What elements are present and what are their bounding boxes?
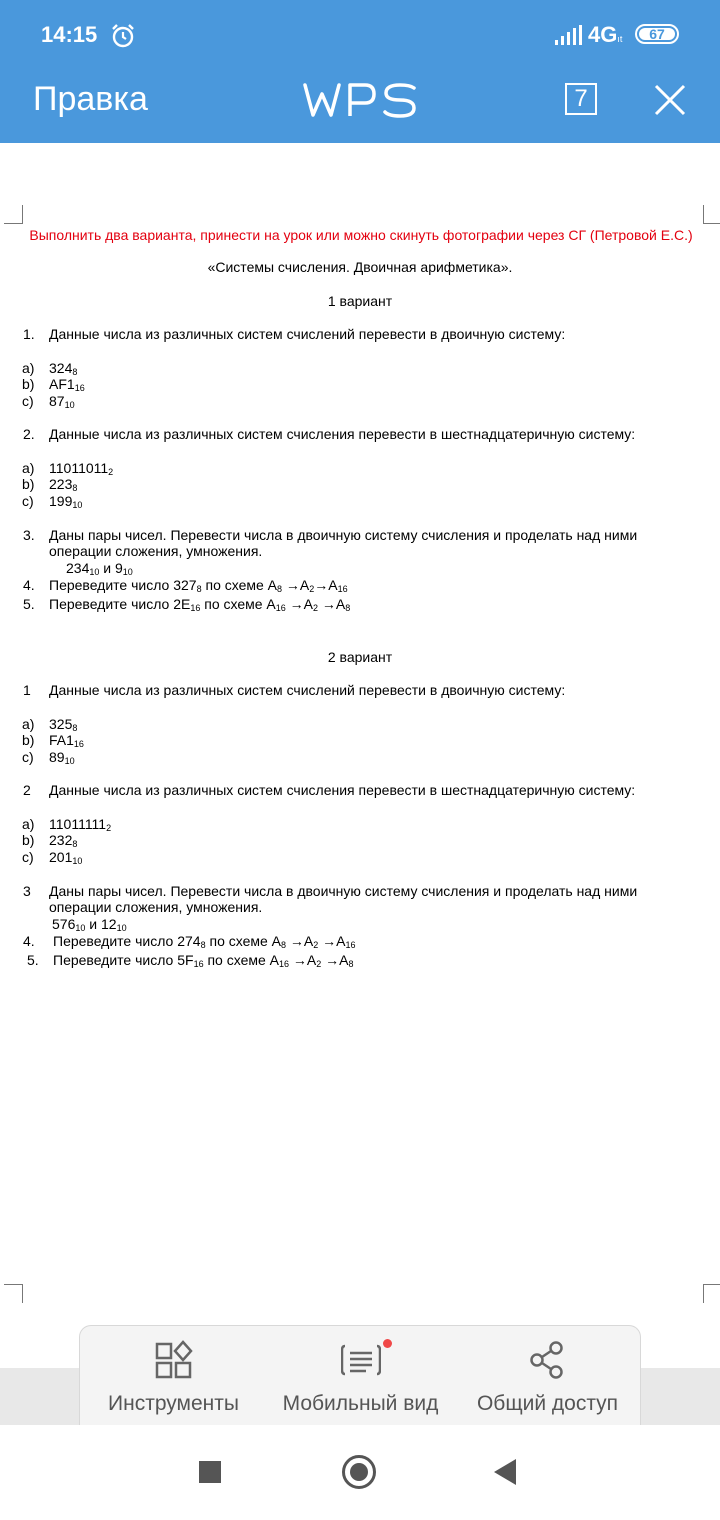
- variant-1-heading: 1 вариант: [327, 293, 393, 309]
- status-time: 14:15: [41, 22, 98, 47]
- item-letter: c): [22, 493, 34, 509]
- question-text: Даны пары чисел. Перевести числа в двоичную систему счисления и проделать над ними: [49, 883, 638, 899]
- item-letter: a): [22, 716, 35, 732]
- question-text: Данные числа из различных систем счисления перевести в шестнадцатеричную систему:: [49, 426, 636, 442]
- system-nav-bar: [0, 1425, 720, 1520]
- share-icon: [528, 1340, 568, 1380]
- number-pair: $576_{10}$ и $12_{10}$: [52, 916, 127, 933]
- page-corner-mark: [703, 205, 720, 224]
- mobile-view-button[interactable]: [267, 1326, 454, 1426]
- question-text: Данные числа из различных систем счислений перевести в двоичную систему:: [49, 326, 566, 342]
- question-number: 4.: [23, 577, 35, 593]
- question-text: Данные числа из различных систем счисления перевести в шестнадцатеричную систему:: [49, 782, 636, 798]
- bottom-toolbar: [79, 1325, 641, 1425]
- question-number: 1.: [23, 326, 35, 342]
- network-type: 4Gıt: [588, 22, 623, 47]
- item-letter: a): [22, 816, 35, 832]
- question-number: 1: [23, 682, 31, 698]
- signal-icon: [555, 25, 585, 45]
- question-text: Переведите число $274_8$ по схеме $A_8 \to A_2 \to A_{16}$: [53, 933, 356, 950]
- item-value: $11011011_2$: [49, 460, 114, 477]
- wps-logo: [302, 82, 418, 118]
- item-letter: b): [22, 832, 35, 848]
- question-text: операции сложения, умножения.: [49, 899, 263, 915]
- item-letter: a): [22, 460, 35, 476]
- question-number: 5.: [23, 596, 35, 612]
- item-letter: b): [22, 376, 35, 392]
- item-value: $232_8$: [49, 832, 78, 849]
- assignment-intro: Выполнить два варианта, принести на урок или можно скинуть фотографии через СГ (Петровой Е.С.): [29, 227, 693, 243]
- page-corner-mark: [703, 1284, 720, 1303]
- tools-button[interactable]: [80, 1326, 267, 1426]
- item-value: $AF1_{16}$: [49, 376, 85, 393]
- document-page[interactable]: [0, 143, 720, 1368]
- battery-icon: [635, 24, 679, 44]
- page-count-button[interactable]: 7: [565, 83, 597, 115]
- item-letter: c): [22, 393, 34, 409]
- item-letter: c): [22, 849, 34, 865]
- question-number: 5.: [27, 952, 39, 968]
- page-corner-mark: [4, 205, 23, 224]
- document-title: «Системы счисления. Двоичная арифметика».: [207, 259, 513, 275]
- question-text: операции сложения, умножения.: [49, 543, 263, 559]
- item-value: $324_8$: [49, 360, 78, 377]
- mobile-view-label: Мобильный вид: [282, 1392, 439, 1415]
- question-text: Данные числа из различных систем счислений перевести в двоичную систему:: [49, 682, 566, 698]
- item-value: $11011111_2$: [49, 816, 112, 833]
- question-number: 3.: [23, 527, 35, 543]
- edit-button[interactable]: Правка: [33, 80, 148, 118]
- app-header: [0, 0, 720, 143]
- home-icon[interactable]: [342, 1455, 376, 1489]
- question-text: Даны пары чисел. Перевести числа в двоичную систему счисления и проделать над ними: [49, 527, 638, 543]
- variant-2-heading: 2 вариант: [327, 649, 393, 665]
- item-value: $199_{10}$: [49, 493, 83, 510]
- question-number: 2.: [23, 426, 35, 442]
- item-value: $201_{10}$: [49, 849, 83, 866]
- question-text: Переведите число $5F_{16}$ по схеме $A_{16} \to A_2 \to A_8$: [53, 952, 354, 969]
- item-value: $FA1_{16}$: [49, 732, 84, 749]
- item-letter: b): [22, 476, 35, 492]
- back-icon[interactable]: [494, 1459, 516, 1485]
- question-text: Переведите число $2E_{16}$ по схеме $A_{16} \to A_2 \to A_8$: [49, 596, 351, 613]
- question-text: Переведите число $327_8$ по схеме $A_8 \to A_2\to A_{16}$: [49, 577, 348, 594]
- recents-icon[interactable]: [199, 1461, 221, 1483]
- item-letter: b): [22, 732, 35, 748]
- item-value: $87_{10}$: [49, 393, 75, 410]
- share-button[interactable]: [454, 1326, 641, 1426]
- battery-level: 67: [649, 26, 665, 42]
- close-icon[interactable]: [654, 84, 686, 116]
- network-activity: ıt: [617, 34, 623, 44]
- number-pair: $234_{10}$ и $9_{10}$: [66, 560, 133, 577]
- notification-dot: [383, 1339, 392, 1348]
- item-value: $223_8$: [49, 476, 78, 493]
- item-value: $325_8$: [49, 716, 78, 733]
- tools-icon: [154, 1340, 194, 1380]
- question-number: 3: [23, 883, 31, 899]
- page-corner-mark: [4, 1284, 23, 1303]
- item-value: $89_{10}$: [49, 749, 75, 766]
- item-letter: c): [22, 749, 34, 765]
- alarm-icon: [110, 23, 136, 49]
- question-number: 2: [23, 782, 31, 798]
- item-letter: a): [22, 360, 35, 376]
- tools-label: Инструменты: [108, 1392, 239, 1415]
- mobile-view-icon: [341, 1340, 381, 1380]
- share-label: Общий доступ: [476, 1392, 619, 1415]
- question-number: 4.: [23, 933, 35, 949]
